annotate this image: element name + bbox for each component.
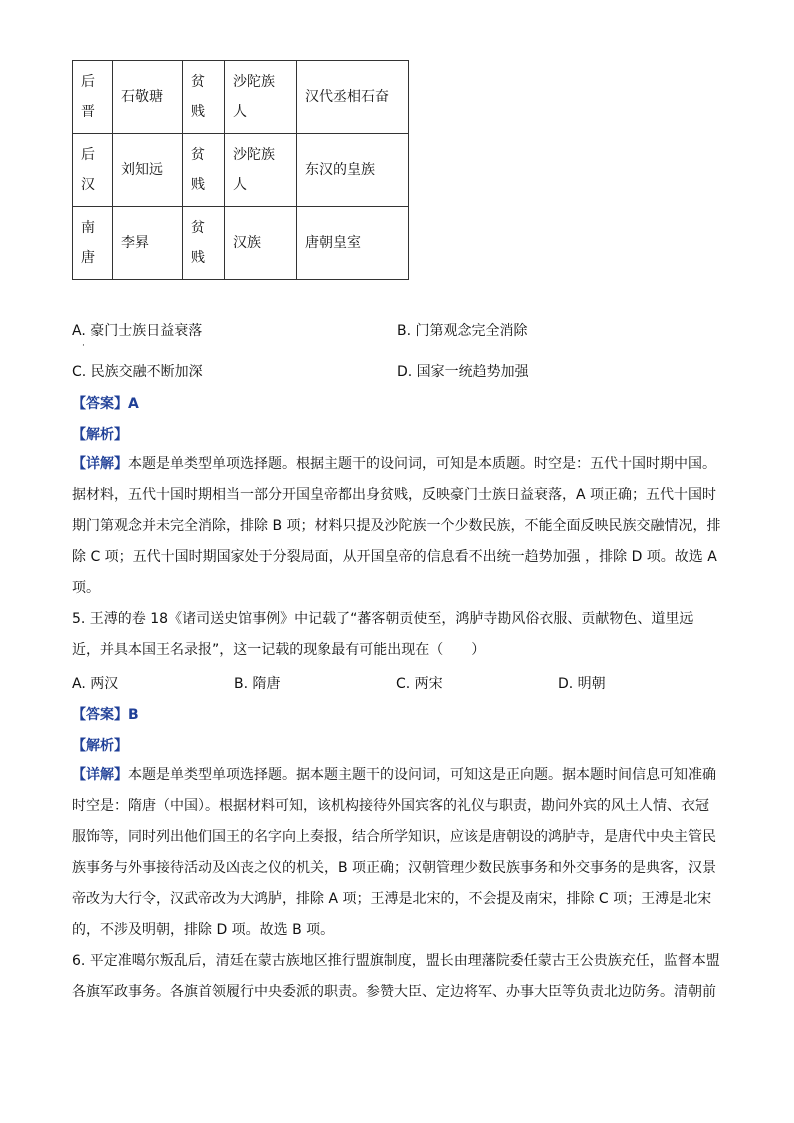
q5-option-b: B. 隋唐 — [234, 676, 281, 692]
q5-option-c: C. 两宋 — [396, 676, 443, 692]
q5-analysis-label: 【解析】 — [72, 738, 128, 754]
origin-cell: 贫贱 — [183, 61, 225, 134]
q5-option-d: D. 明朝 — [558, 676, 606, 692]
q4-detail — [72, 449, 722, 604]
detail-line: 时空是：隋唐（中国）。根据材料可知，该机构接待外国宾客的礼仪与职责，勘问外宾的风土人情、衣冠 — [72, 798, 709, 814]
dynasty-cell: 后晋 — [73, 61, 113, 134]
stem-line: 5. 王溥的卷 18《诸司送史馆事例》中记载了“蕃客朝贡使至，鸿胪寺勘风俗衣服、贡献物色、道里远 — [72, 611, 694, 627]
detail-line: 【详解】本题是单类型单项选择题。根据主题干的设问词，可知是本质题。时空是：五代十国时期中国。 — [72, 456, 716, 472]
ethnic-cell: 沙陀族人 — [225, 134, 297, 207]
q5-detail — [72, 760, 722, 946]
q6-stem — [72, 946, 722, 1008]
origin-cell: 贫贱 — [183, 134, 225, 207]
detail-line: 族事务与外事接待活动及凶丧之仪的机关，B 项正确；汉朝管理少数民族事务和外交事务的是典客，汉景 — [72, 860, 717, 876]
q4-answer: 【答案】A — [72, 396, 139, 412]
detail-line: 除 C 项；五代十国时期国家处于分裂局面，从开国皇帝的信息看不出统一趋势加强 ，排除 D 项。故选 A — [72, 549, 717, 565]
q4-option-b: B. 门第观念完全消除 — [397, 323, 528, 339]
claim-cell: 唐朝皇室 — [297, 207, 409, 280]
ethnic-cell: 沙陀族人 — [225, 61, 297, 134]
founder-cell: 李昪 — [113, 207, 183, 280]
founder-cell: 石敬瑭 — [113, 61, 183, 134]
ethnic-cell: 汉族 — [225, 207, 297, 280]
dynasty-founders-table — [72, 60, 409, 280]
q4-option-a: A. 豪门士族日益衰落 — [72, 323, 203, 339]
detail-line: 据材料，五代十国时期相当一部分开国皇帝都出身贫贱，反映豪门士族日益衰落，A 项正确；五代十国时 — [72, 487, 717, 503]
stray-dot: · — [82, 341, 85, 351]
table-row — [73, 134, 409, 207]
detail-line: 期门第观念并未完全消除，排除 B 项；材料只提及沙陀族一个少数民族，不能全面反映民族交融情况，排 — [72, 518, 721, 534]
detail-tag: 【详解】 — [72, 767, 128, 783]
stem-line: 近，并具本国王名录报”，这一记载的现象最有可能出现在（ ） — [72, 642, 486, 658]
founder-cell: 刘知远 — [113, 134, 183, 207]
detail-line: 服饰等，同时列出他们国王的名字向上奏报，结合所学知识，应该是唐朝设的鸿胪寺，是唐代中央主管民 — [72, 829, 716, 845]
dynasty-cell: 南唐 — [73, 207, 113, 280]
q4-option-c: C. 民族交融不断加深 — [72, 364, 203, 380]
detail-line: 帝改为大行令，汉武帝改为大鸿胪，排除 A 项；王溥是北宋的，不会提及南宋，排除 C 项；王溥是北宋 — [72, 891, 712, 907]
claim-cell: 汉代丞相石奋 — [297, 61, 409, 134]
q4-option-d: D. 国家一统趋势加强 — [397, 364, 529, 380]
claim-cell: 东汉的皇族 — [297, 134, 409, 207]
q4-analysis-label: 【解析】 — [72, 427, 128, 443]
table-row — [73, 61, 409, 134]
stem-line: 6. 平定准噶尔叛乱后，清廷在蒙古族地区推行盟旗制度，盟长由理藩院委任蒙古王公贵族充任，监督本盟 — [72, 953, 720, 969]
detail-line: 【详解】本题是单类型单项选择题。据本题主题干的设问词，可知这是正向题。据本题时间信息可知准确 — [72, 767, 716, 783]
q5-option-a: A. 两汉 — [72, 676, 119, 692]
q5-answer: 【答案】B — [72, 707, 139, 723]
q5-stem — [72, 604, 722, 666]
detail-line: 的，不涉及明朝，排除 D 项。故选 B 项。 — [72, 922, 335, 938]
detail-line: 项。 — [72, 580, 100, 596]
table-row — [73, 207, 409, 280]
origin-cell: 贫贱 — [183, 207, 225, 280]
detail-tag: 【详解】 — [72, 456, 128, 472]
dynasty-cell: 后汉 — [73, 134, 113, 207]
stem-line: 各旗军政事务。各旗首领履行中央委派的职责。参赞大臣、定边将军、办事大臣等负责北边防务。清朝前 — [72, 984, 716, 1000]
